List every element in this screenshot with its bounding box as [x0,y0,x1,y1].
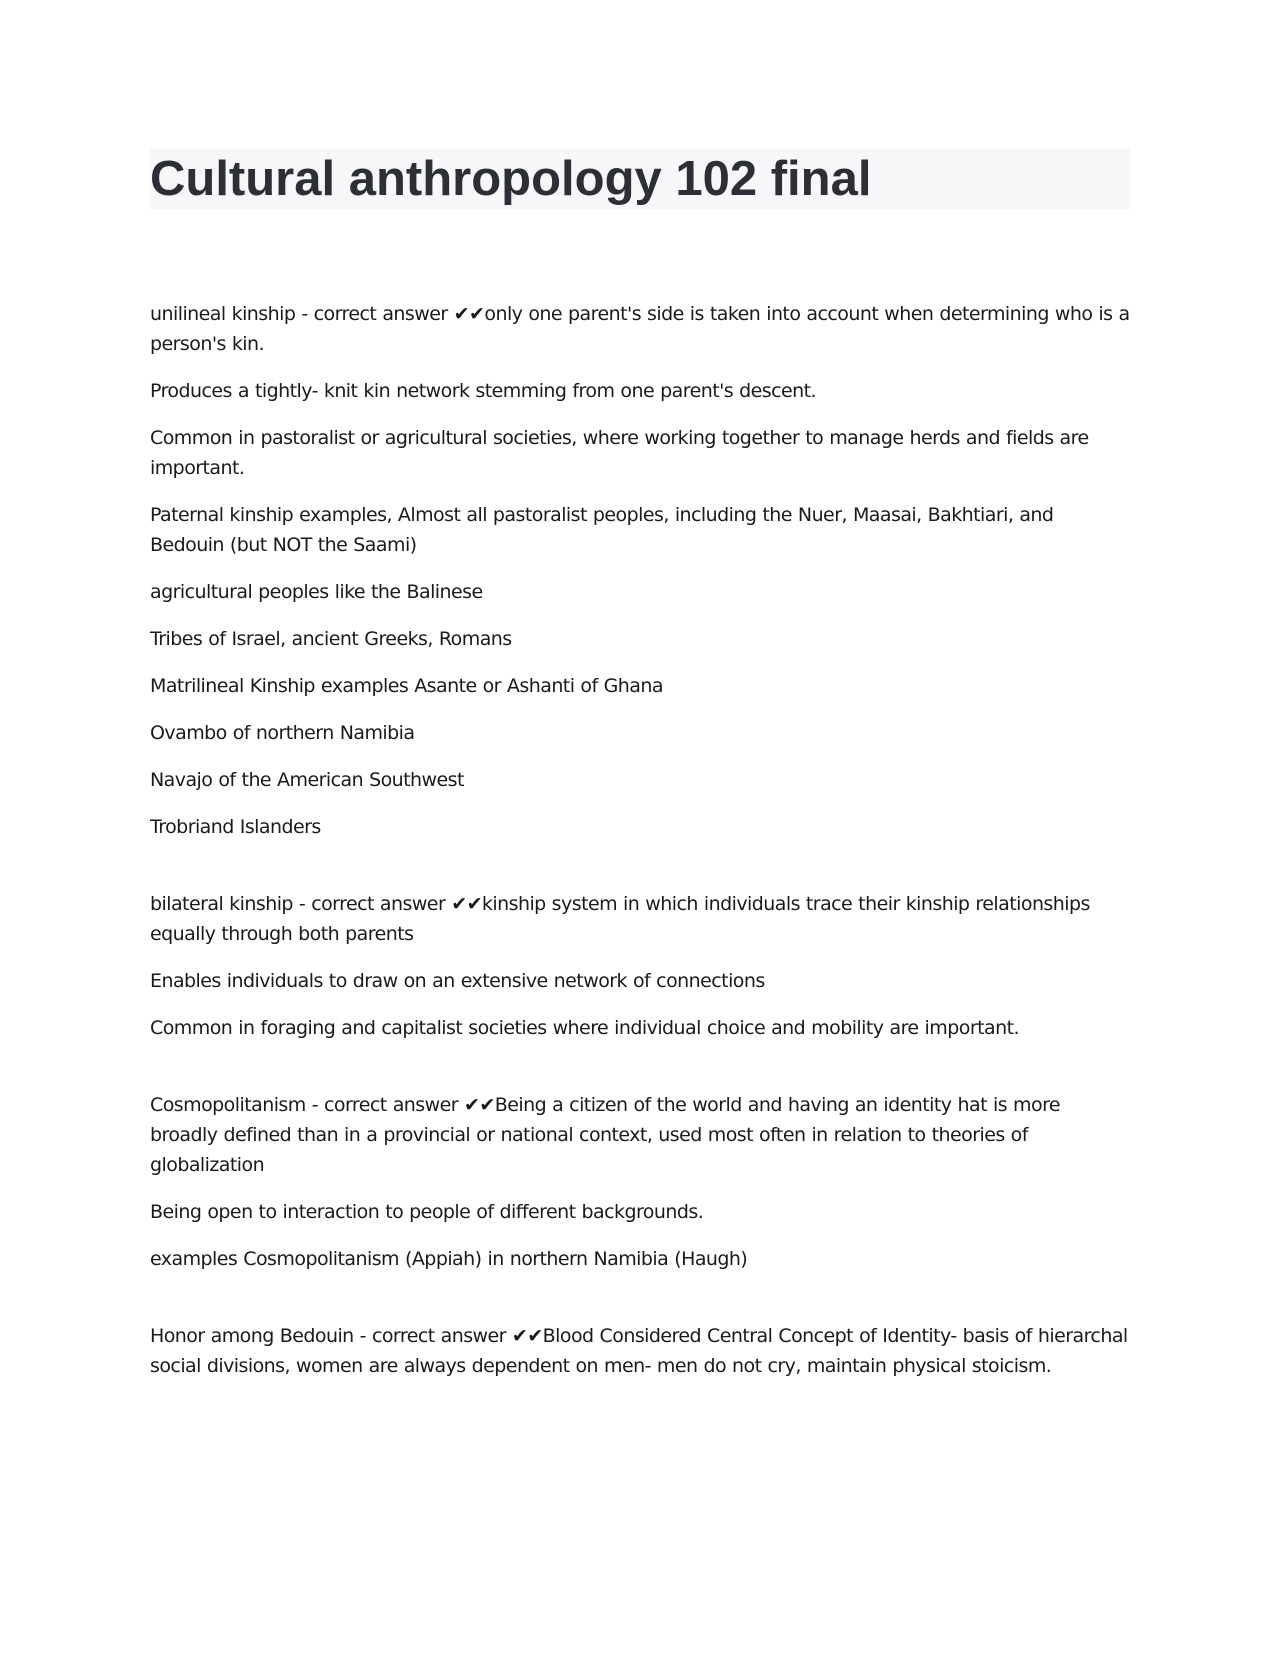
section-cosmopolitanism [150,1090,1130,1274]
paragraph: Produces a tightly- knit kin network stemming from one parent's descent. [150,380,817,402]
document-page [150,149,1130,1428]
paragraph: Enables individuals to draw on an extensive network of connections [150,970,765,992]
paragraph: Matrilineal Kinship examples Asante or Ashanti of Ghana [150,675,663,697]
paragraph: Trobriand Islanders [150,816,321,838]
document-body [150,299,1130,1381]
paragraph: Ovambo of northern Namibia [150,722,415,744]
paragraph: bilateral kinship - correct answer ✔✔kinship system in which individuals trace their kinship relationships equally through both parents [150,893,1090,945]
paragraph: Being open to interaction to people of different backgrounds. [150,1201,704,1223]
paragraph: examples Cosmopolitanism (Appiah) in northern Namibia (Haugh) [150,1248,748,1270]
paragraph: agricultural peoples like the Balinese [150,581,483,603]
section-unilineal-kinship [150,299,1130,842]
section-bilateral-kinship [150,889,1130,1043]
paragraph: unilineal kinship - correct answer ✔✔only one parent's side is taken into account when determining who is a person's kin. [150,303,1130,355]
paragraph: Tribes of Israel, ancient Greeks, Romans [150,628,512,650]
paragraph: Navajo of the American Southwest [150,769,464,791]
document-title: Cultural anthropology 102 final [150,149,1130,209]
paragraph: Paternal kinship examples, Almost all pastoralist peoples, including the Nuer, Maasai, Bakhtiari, and Bedouin (but NOT the Saami) [150,504,1054,556]
section-honor-among-bedouin [150,1321,1130,1381]
paragraph: Honor among Bedouin - correct answer ✔✔Blood Considered Central Concept of Identity- basis of hierarchal social divisions, women are always dependent on men- men do not cry, maintain physical stoicism. [150,1325,1128,1377]
paragraph: Cosmopolitanism - correct answer ✔✔Being a citizen of the world and having an identity hat is more broadly defined than in a provincial or national context, used most often in relation to theories of globalization [150,1094,1061,1176]
paragraph: Common in foraging and capitalist societies where individual choice and mobility are important. [150,1017,1019,1039]
paragraph: Common in pastoralist or agricultural societies, where working together to manage herds and fields are important. [150,427,1089,479]
